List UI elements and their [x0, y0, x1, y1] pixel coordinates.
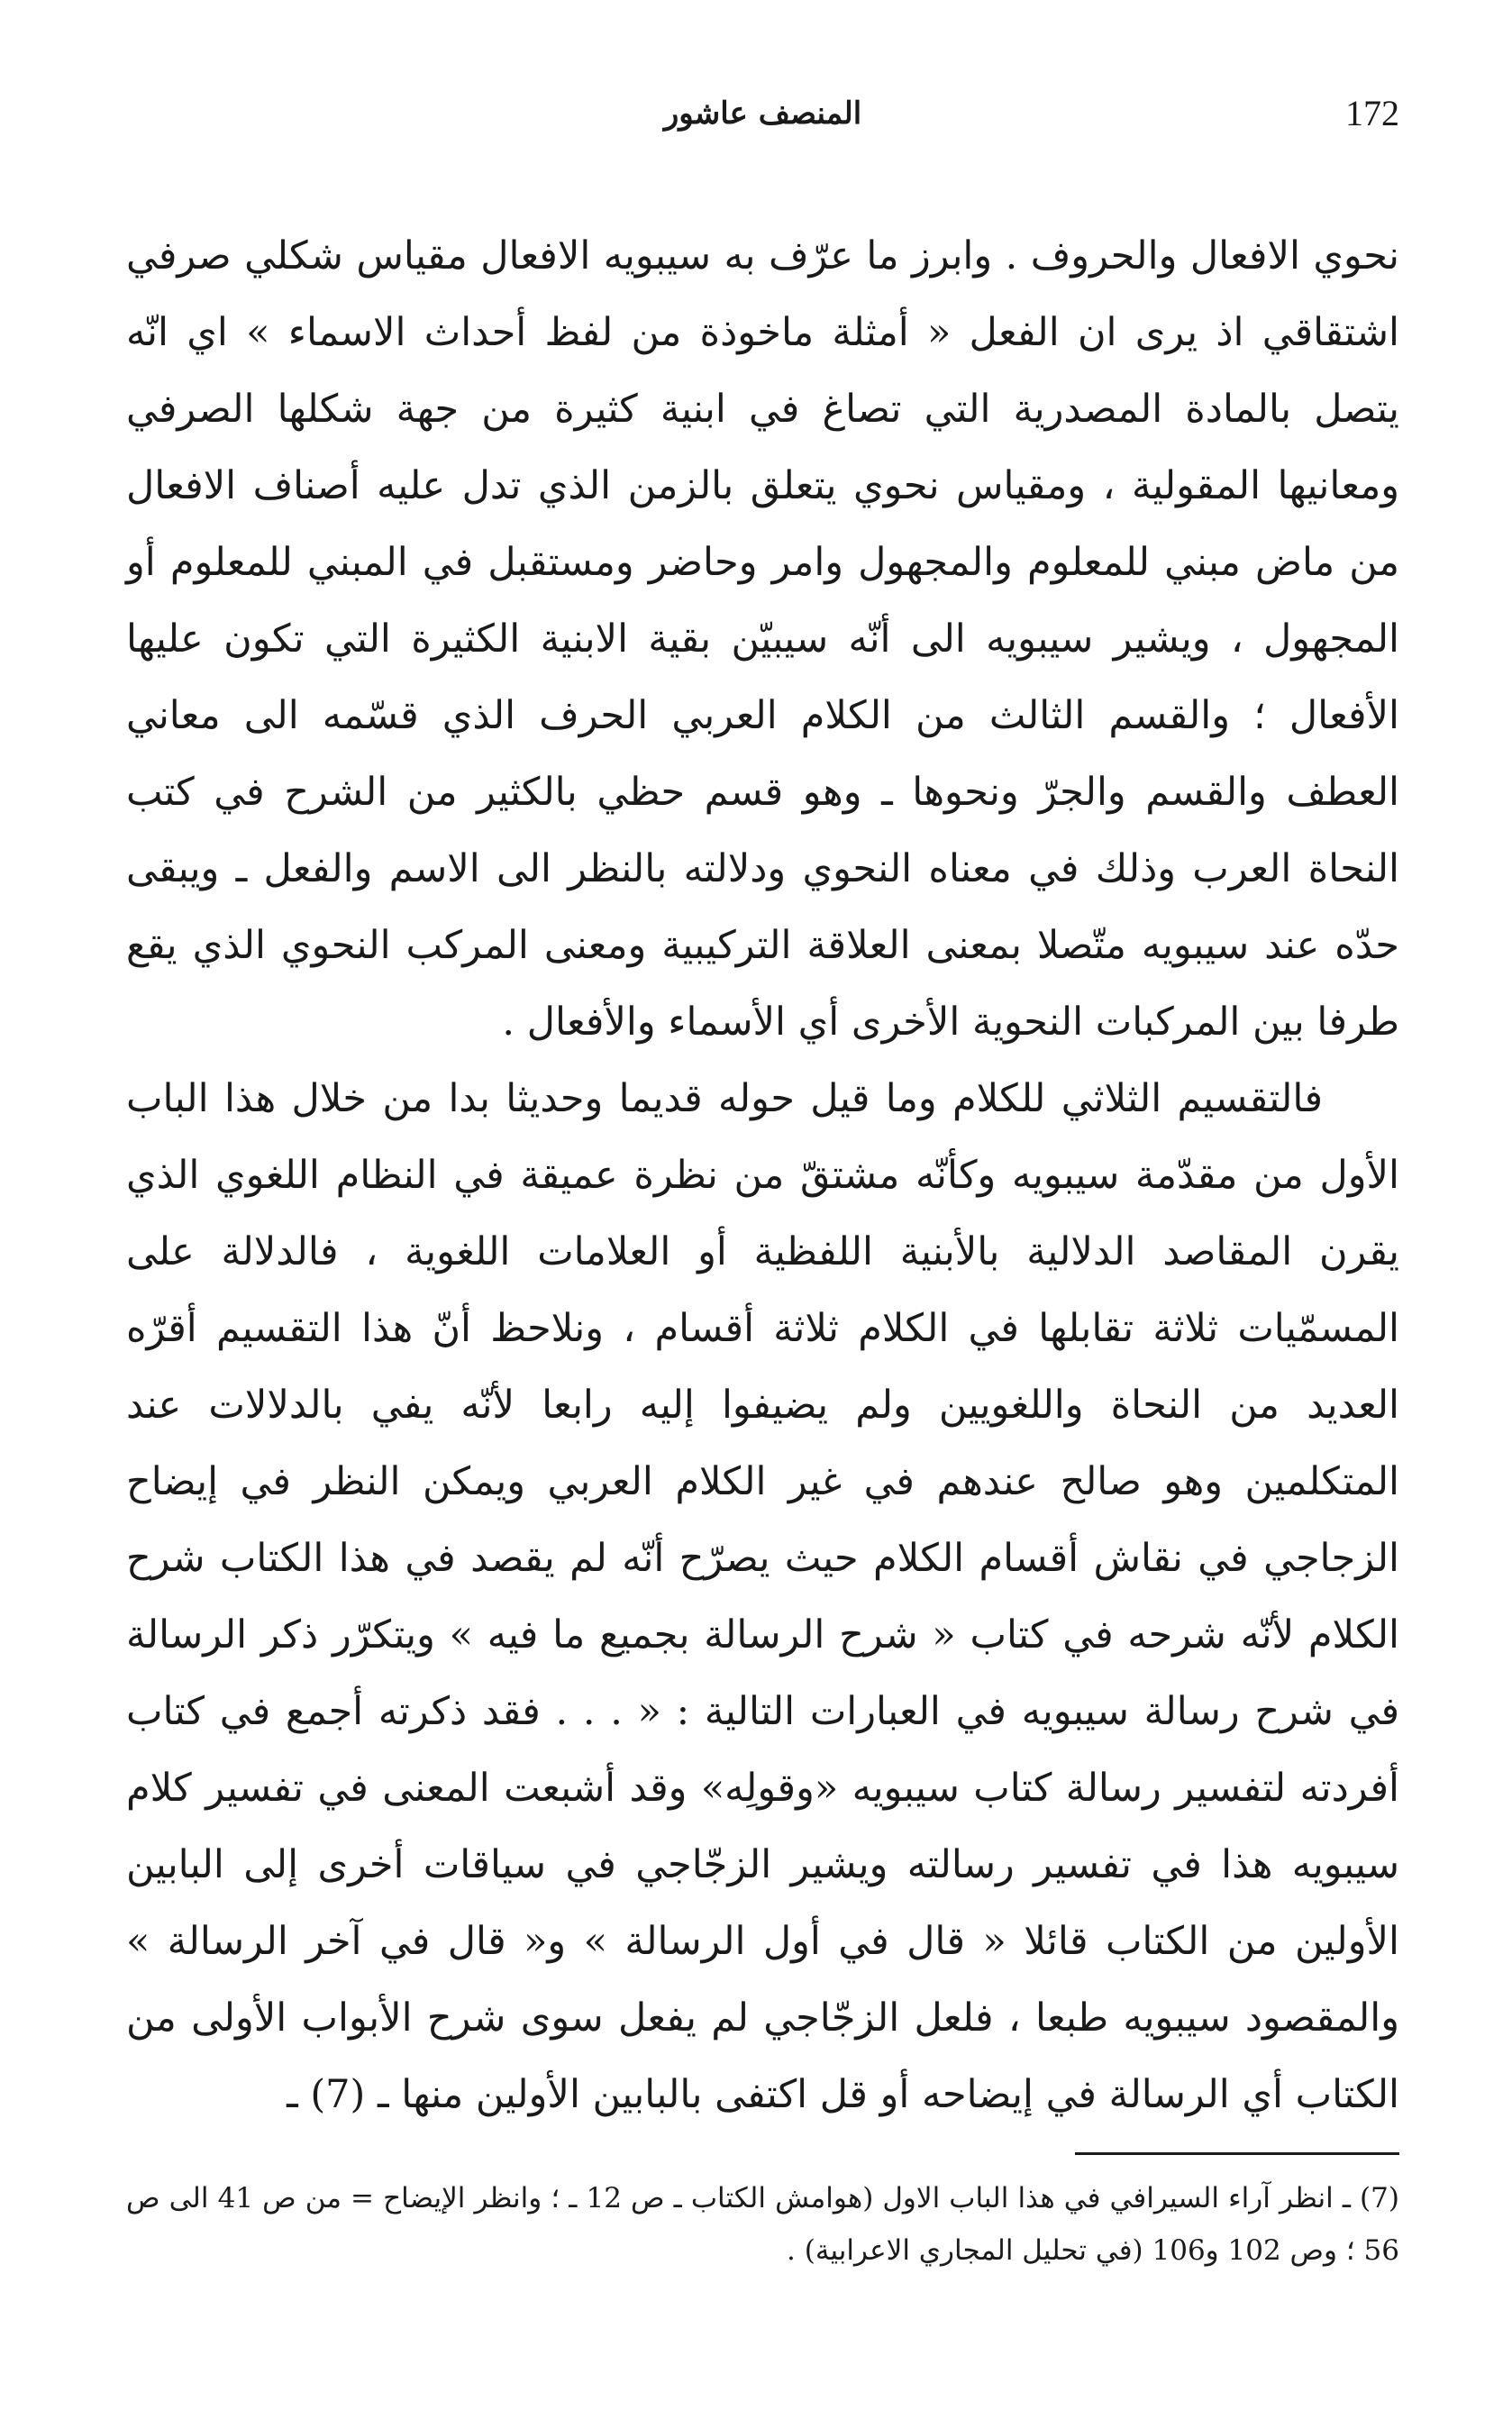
- footnotes: [126, 2172, 1399, 2277]
- body-text: [126, 218, 1399, 2133]
- page-header: [126, 83, 1399, 155]
- paragraph: نحوي الافعال والحروف . وابرز ما عرّف به سيبويه الافعال مقياس شكلي صرفي اشتقاقي اذ يرى ان الفعل « أمثلة ماخوذة من لفظ أحداث الاسماء » اي انّه يتصل بالمادة المصدرية التي تصاغ في ابنية كثيرة من جهة شكلها الصرفي ومعانيها المقولية ، ومقياس نحوي يتعلق بالزمن الذي تدل عليه أصناف الافعال من ماض مبني للمعلوم والمجهول وامر وحاضر ومستقبل في المبني للمعلوم أو المجهول ، ويشير سيبويه الى أنّه سيبيّن بقية الابنية الكثيرة التي تكون عليها الأفعال ؛ والقسم الثالث من الكلام العربي الحرف الذي قسّمه الى معاني العطف والقسم والجرّ ونحوها ـ وهو قسم حظي بالكثير من الشرح في كتب النحاة العرب وذلك في معناه النحوي ودلالته بالنظر الى الاسم والفعل ـ ويبقى حدّه عند سيبويه متّصلا بمعنى العلاقة التركيبية ومعنى المركب النحوي الذي يقع طرفا بين المركبات النحوية الأخرى أي الأسماء والأفعال .: [126, 233, 1399, 1045]
- page-number: 172: [1345, 93, 1399, 133]
- footnote-divider: [1075, 2152, 1399, 2155]
- paragraph: فالتقسيم الثلاثي للكلام وما قيل حوله قديما وحديثا بدا من خلال هذا الباب الأول من مقدّمة سيبويه وكأنّه مشتقّ من نظرة عميقة في النظام اللغوي الذي يقرن المقاصد الدلالية بالأبنية اللفظية أو العلامات اللغوية ، فالدلالة على المسمّيات ثلاثة تقابلها في الكلام ثلاثة أقسام ، ونلاحظ أنّ هذا التقسيم أقرّه العديد من النحاة واللغويين ولم يضيفوا إليه رابعا لأنّه يفي بالدلالات عند المتكلمين وهو صالح عندهم في غير الكلام العربي ويمكن النظر في إيضاح الزجاجي في نقاش أقسام الكلام حيث يصرّح أنّه لم يقصد في هذا الكتاب شرح الكلام لأنّه شرحه في كتاب « شرح الرسالة بجميع ما فيه » ويتكرّر ذكر الرسالة في شرح رسالة سيبويه في العبارات التالية : « . . . فقد ذكرته أجمع في كتاب أفردته لتفسير رسالة كتاب سيبويه «وقولِه» وقد أشبعت المعنى في تفسير كلام سيبويه هذا في تفسير رسالته ويشير الزجّاجي في سياقات أخرى إلى البابين الأولين من الكتاب قائلا « قال في أول الرسالة » و« قال في آخر الرسالة » والمقصود سيبويه طبعا ، فلعل الزجّاجي لم يفعل سوى شرح الأبواب الأولى من الكتاب أي الرسالة في إيضاحه أو قل اكتفى بالبابين الأولين منها ـ (7) ـ: [126, 1076, 1399, 2117]
- running-title: المنصف عاشور: [663, 96, 862, 132]
- footnote: (7) ـ انظر آراء السيرافي في هذا الباب الاول (هوامش الكتاب ـ ص 12 ـ ؛ وانظر الإيضاح = من ص 41 الى ص 56 ؛ وص 102 و106 (في تحليل المجاري الاعرابية) .: [126, 2182, 1399, 2267]
